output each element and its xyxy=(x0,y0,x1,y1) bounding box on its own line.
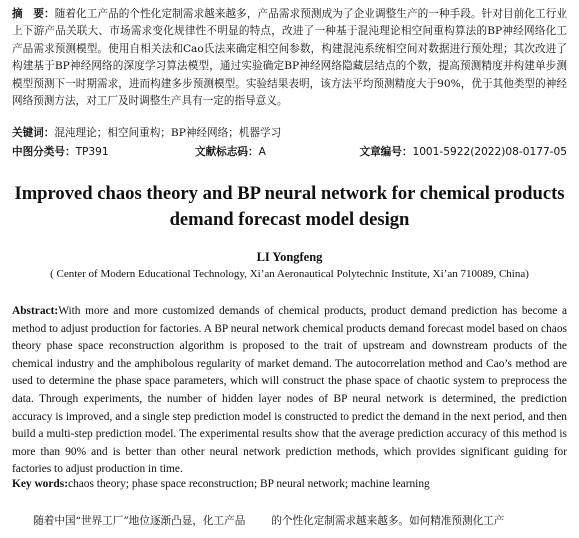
classification-row xyxy=(12,144,567,160)
body-text-part-2: 的个性化定制需求越来越多。如何精准预测化工产 xyxy=(271,515,505,527)
article-number-value: 1001-5922(2022)08-0177-05 xyxy=(412,146,567,158)
chinese-keywords xyxy=(12,125,567,142)
clc-value: TP391 xyxy=(75,146,109,158)
author-affiliation: ( Center of Modern Educational Technology, Xi’an Aeronautical Polytechnic Institute, Xi’an 710089, China) xyxy=(50,268,529,280)
article-number-label: 文章编号： xyxy=(359,146,413,158)
english-keywords-label: Key words: xyxy=(12,478,68,490)
body-first-line xyxy=(12,513,567,529)
chinese-keywords-text: 混沌理论；相空间重构；BP神经网络；机器学习 xyxy=(54,127,282,139)
document-code xyxy=(195,144,266,160)
english-abstract-text: With more and more customized demands of chemical products, product demand prediction has become a method to adjust production for factories. A BP neural network chemical products demand forecast model based on chaos theory phase space reconstruction algorithm is proposed to the trait of upstream and downstream products of the chemical industry and the amphibolous regularity of market demand. The autocorrelation method and Cao’s method are used to determine the phase space parameters, which will construct the phase space of chaotic system to preprocess the data. Through experiments, the number of hidden layer nodes of BP neural network is determined, the prediction accuracy is improved, and a single step prediction model is constructed to predict the demand in the next period, and then build a multi-step prediction model. The experimental results show that the average prediction accuracy of this method is more than 90% and is better than other neural network prediction methods, which provides significant guiding for factories to adjust production in time. xyxy=(12,305,567,476)
chinese-abstract xyxy=(12,6,567,110)
english-abstract-label: Abstract: xyxy=(12,305,59,317)
article-number xyxy=(359,144,567,160)
body-text-part-1: 随着中国“世界工厂”地位逐渐凸显，化工产品 xyxy=(33,515,246,527)
english-title: Improved chaos theory and BP neural network for chemical products demand forecast model design xyxy=(14,183,565,230)
english-abstract xyxy=(12,303,567,479)
clc-number xyxy=(12,146,109,158)
document-code-label: 文献标志码： xyxy=(195,146,259,158)
english-keywords-text: chaos theory; phase space reconstruction; BP neural network; machine learning xyxy=(68,478,430,490)
chinese-keywords-label: 关键词： xyxy=(12,127,55,139)
document-code-value: A xyxy=(258,146,266,158)
author-name: LI Yongfeng xyxy=(256,250,323,264)
chinese-abstract-text: 随着化工产品的个性化定制需求越来越多，产品需求预测成为了企业调整生产的一种手段。针对目前化工行业上下游产品关联大、市场需求变化规律性不明显的特点，改进了一种基于混沌理论相空间重构算法的BP神经网络化工产品需求预测模型。使用自相关法和Cao氏法来确定相空间参数，构建混沌系统相空间对数据进行预处理；其次改进了构建基于BP神经网络的深度学习算法模型，通过实验确定BP神经网络隐藏层结点的个数，提高预测精度并构建单步测模型预测下一时期需求，进而构建多步预测模型。实验结果表明，该方法平均预测精度大于90%，优于其他类型的神经网络预测方法，对工厂及时调整生产具有一定的指导意义。 xyxy=(12,8,568,108)
clc-label: 中图分类号： xyxy=(12,146,76,158)
chinese-abstract-label: 摘 要： xyxy=(12,8,55,20)
english-keywords xyxy=(12,478,567,490)
